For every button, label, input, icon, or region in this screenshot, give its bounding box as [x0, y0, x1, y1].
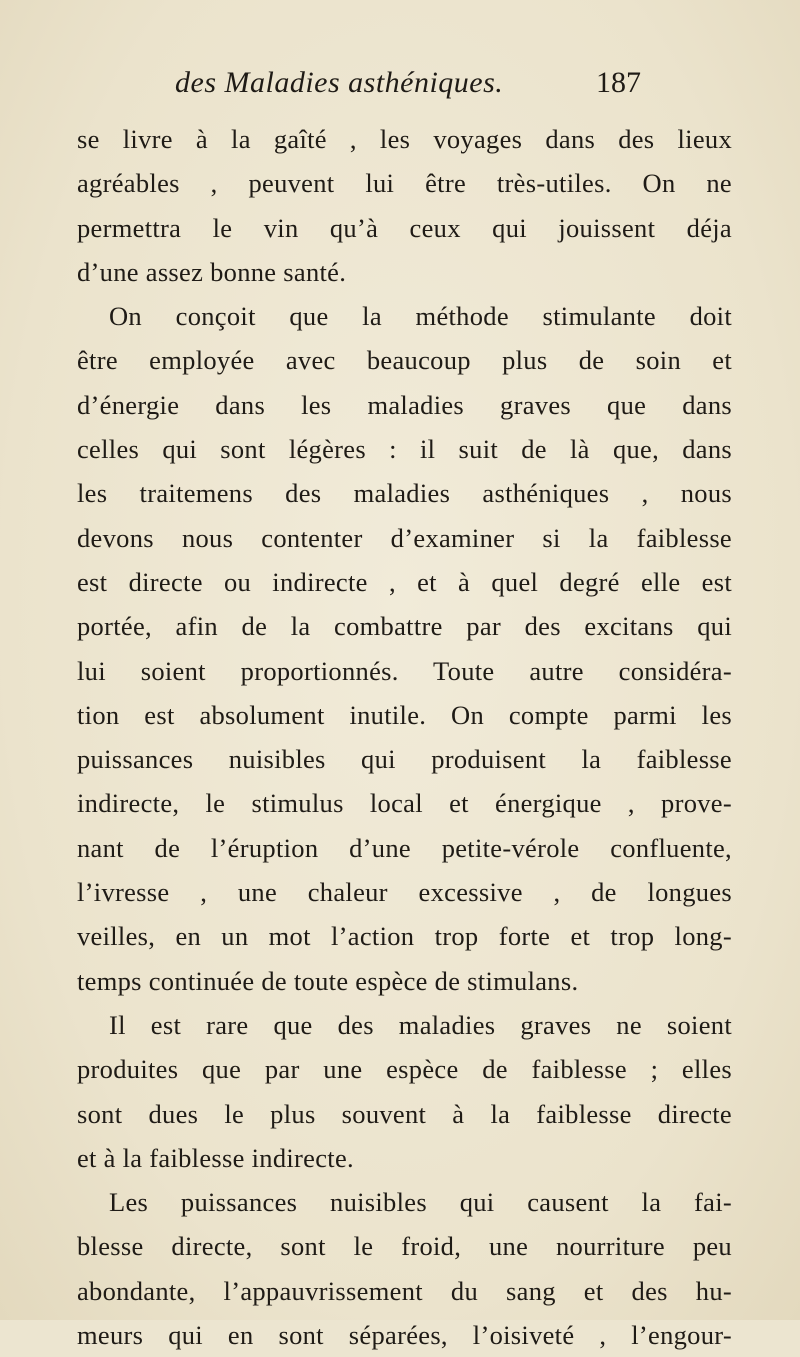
text-line: nant de l’éruption d’une petite-vérole confluente,	[77, 832, 732, 863]
text-line: agréables , peuvent lui être très-utiles. On ne	[77, 168, 732, 199]
text-line: et à la faiblesse indirecte.	[77, 1142, 354, 1173]
text-line: produites que par une espèce de faiblesse ; elles	[77, 1054, 732, 1085]
text-line: puissances nuisibles qui produisent la faiblesse	[77, 744, 732, 775]
text-line: d’énergie dans les maladies graves que dans	[77, 389, 732, 420]
text-line: indirecte, le stimulus local et énergique , prove-	[77, 788, 732, 819]
text-line: blesse directe, sont le froid, une nourriture peu	[77, 1231, 732, 1262]
text-line: d’une assez bonne santé.	[77, 256, 347, 287]
text-line: Les puissances nuisibles qui causent la fai-	[109, 1187, 732, 1218]
text-line: sont dues le plus souvent à la faiblesse directe	[77, 1098, 732, 1129]
running-title: des Maladies asthéniques.	[175, 66, 504, 99]
text-line: celles qui sont légères : il suit de là que, dans	[77, 434, 732, 465]
text-line: Il est rare que des maladies graves ne soient	[109, 1009, 732, 1040]
text-line: être employée avec beaucoup plus de soin et	[77, 345, 732, 376]
page-header	[0, 66, 800, 110]
text-line: est directe ou indirecte , et à quel degré elle est	[77, 566, 732, 597]
text-line: permettra le vin qu’à ceux qui jouissent déja	[77, 212, 732, 243]
text-line: veilles, en un mot l’action trop forte et trop long-	[77, 921, 732, 952]
page-number: 187	[596, 66, 641, 99]
text-line: meurs qui en sont séparées, l’oisiveté , l’engour-	[77, 1320, 732, 1351]
text-line: On conçoit que la méthode stimulante doit	[109, 301, 732, 332]
text-line: lui soient proportionnés. Toute autre considéra-	[77, 655, 732, 686]
text-line: tion est absolument inutile. On compte parmi les	[77, 699, 732, 730]
text-line: se livre à la gaîté , les voyages dans des lieux	[77, 124, 732, 154]
text-line: les traitemens des maladies asthéniques , nous	[77, 478, 732, 509]
text-line: abondante, l’appauvrissement du sang et des hu-	[77, 1275, 732, 1306]
text-line: l’ivresse , une chaleur excessive , de longues	[77, 877, 732, 908]
text-line: temps continuée de toute espèce de stimulans.	[77, 965, 579, 996]
text-line: devons nous contenter d’examiner si la faiblesse	[77, 522, 732, 553]
body-text	[77, 117, 732, 1357]
text-line: portée, afin de la combattre par des excitans qui	[77, 611, 732, 642]
